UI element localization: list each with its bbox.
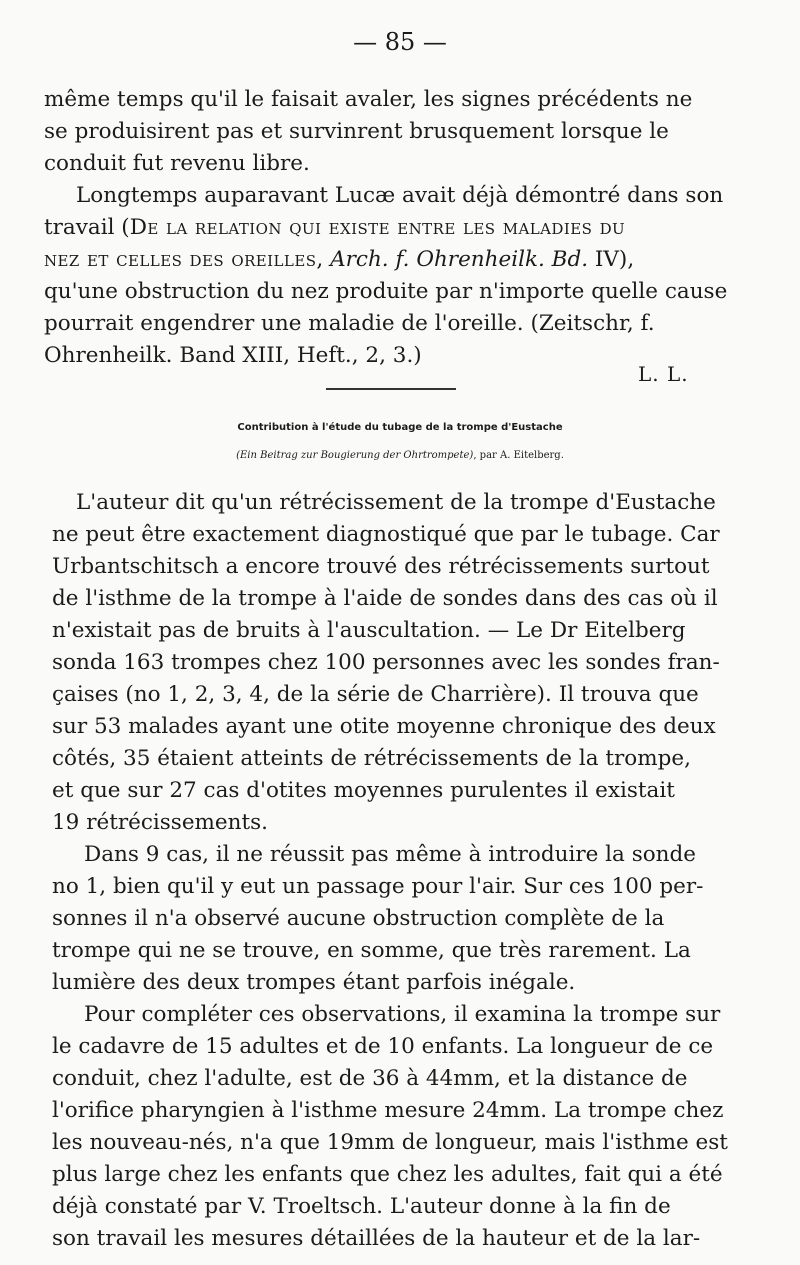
text-line: lumière des deux trompes étant parfois inégale.	[52, 970, 576, 995]
text-line: pourrait engendrer une maladie de l'oreille. (Zeitschr, f.	[44, 311, 655, 336]
section-divider	[326, 388, 456, 390]
german-title: (Ein Beitrag zur Bougierung der Ohrtrompete)	[236, 450, 474, 461]
text-line: Pour compléter ces observations, il examina la trompe sur	[84, 1002, 721, 1027]
text-line: déjà constaté par V. Troeltsch. L'auteur donne à la fin de	[52, 1194, 671, 1219]
text-line: Urbantschitsch a encore trouvé des rétrécissements surtout	[52, 554, 710, 579]
text-line: plus large chez les enfants que chez les adultes, fait qui a été	[52, 1162, 723, 1187]
page-number: — 85 —	[353, 28, 447, 56]
text-line: 19 rétrécissements.	[52, 810, 269, 835]
text-line: trompe qui ne se trouve, en somme, que très rarement. La	[52, 938, 691, 963]
text-line: le cadavre de 15 adultes et de 10 enfants. La longueur de ce	[52, 1034, 714, 1059]
text-line: son travail les mesures détaillées de la hauteur et de la lar-	[52, 1226, 701, 1251]
citation-title: nez et celles des oreilles	[44, 247, 317, 272]
text-line: no 1, bien qu'il y eut un passage pour l'air. Sur ces 100 per-	[52, 874, 704, 899]
text-line: et que sur 27 cas d'otites moyennes purulentes il existait	[52, 778, 675, 803]
text-line: sonda 163 trompes chez 100 personnes avec les sondes fran-	[52, 650, 720, 675]
article-author: , par A. Eitelberg.	[473, 450, 564, 461]
text-line: de l'isthme de la trompe à l'aide de sondes dans des cas où il	[52, 586, 718, 611]
journal-reference: Arch. f. Ohrenheilk. Bd.	[330, 247, 589, 272]
text-line: l'orifice pharyngien à l'isthme mesure 24mm. La trompe chez	[52, 1098, 724, 1123]
text-line: ne peut être exactement diagnostiqué que par le tubage. Car	[52, 522, 720, 547]
text-line: L'auteur dit qu'un rétrécissement de la trompe d'Eustache	[76, 490, 716, 515]
text-span: IV),	[594, 247, 635, 272]
text-line: se produisirent pas et survinrent brusquement lorsque le	[44, 119, 669, 144]
text-line: qu'une obstruction du nez produite par n'importe quelle cause	[44, 279, 728, 304]
text-line: n'existait pas de bruits à l'auscultation. — Le Dr Eitelberg	[52, 618, 686, 643]
citation-title: De la relation qui existe entre les maladies du	[129, 215, 626, 240]
text-line: sonnes il n'a observé aucune obstruction complète de la	[52, 906, 665, 931]
text-line: côtés, 35 étaient atteints de rétrécissements de la trompe,	[52, 746, 691, 771]
text-line: nez et celles des oreilles, Arch. f. Ohrenheilk. Bd. IV),	[44, 247, 635, 272]
text-line	[44, 212, 625, 244]
text-line: çaises (no 1, 2, 3, 4, de la série de Charrière). Il trouva que	[52, 682, 699, 707]
text-line: les nouveau-nés, n'a que 19mm de longueur, mais l'isthme est	[52, 1130, 728, 1155]
text-line: conduit, chez l'adulte, est de 36 à 44mm, et la distance de	[52, 1066, 688, 1091]
text-line: sur 53 malades ayant une otite moyenne chronique des deux	[52, 714, 716, 739]
text-span: travail (	[44, 215, 130, 240]
text-line: même temps qu'il le faisait avaler, les signes précédents ne	[44, 87, 693, 112]
text-line: Dans 9 cas, il ne réussit pas même à introduire la sonde	[84, 842, 697, 867]
text-line: Longtemps auparavant Lucæ avait déjà démontré dans son	[76, 183, 724, 208]
article-heading: Contribution à l'étude du tubage de la trompe d'Eustache	[237, 422, 563, 433]
author-signature: L. L.	[638, 362, 689, 386]
text-line: Ohrenheilk. Band XIII, Heft., 2, 3.)	[44, 343, 422, 368]
text-line: conduit fut revenu libre.	[44, 151, 310, 176]
article-subheading	[0, 450, 800, 461]
